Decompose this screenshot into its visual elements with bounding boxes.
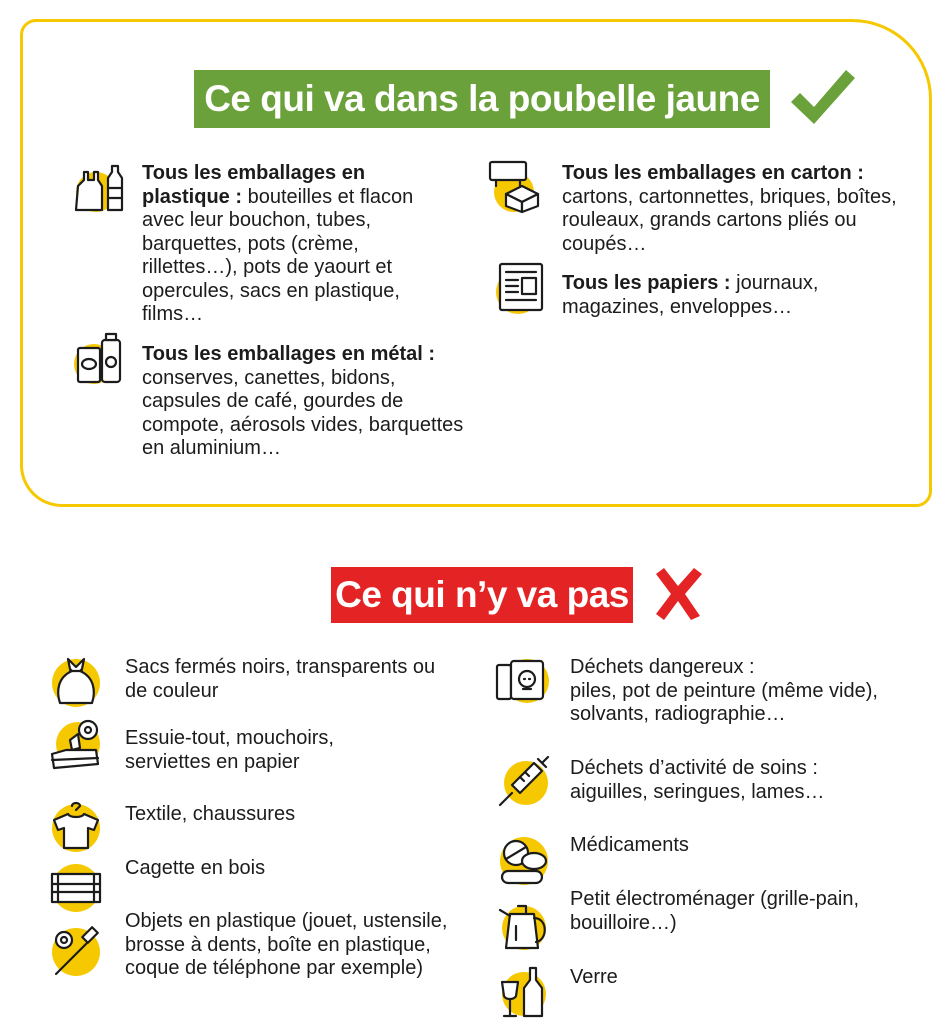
checkmark-icon <box>788 66 858 128</box>
refused-item-text: Médicaments <box>570 834 689 856</box>
refused-item-text: Textile, chaussures <box>125 803 296 825</box>
paper-towel-icon <box>50 720 102 772</box>
trash-bag-icon <box>50 655 102 707</box>
metal-can-aerosol-icon <box>72 332 124 384</box>
refused-item-text: Déchets dangereux : piles, pot de peinture (même vide), solvants, radiographie… <box>570 656 878 725</box>
plastic-bag-bottle-icon <box>72 162 124 214</box>
newspaper-icon <box>492 262 544 314</box>
wooden-crate-icon <box>50 862 102 914</box>
kettle-icon <box>498 900 550 952</box>
accepted-item-label: Tous les papiers : <box>562 272 731 294</box>
cardboard-box-icon <box>488 160 540 212</box>
refused-item-text: Sacs fermés noirs, transparents ou de couleur <box>125 656 436 702</box>
accepted-item-label: Tous les emballages en métal : <box>142 343 436 365</box>
refused-item-text: Objets en plastique (jouet, ustensile, brosse à dents, boîte en plastique, coque de téléphone par exemple) <box>125 910 448 979</box>
refused-title: Ce qui n’y va pas <box>331 567 633 623</box>
accepted-item-desc: bouteilles et flacon avec leur bouchon, tubes, barquettes, pots (crème, rillettes…), pots de yaourt et opercules, sacs en plastique, films… <box>142 185 414 325</box>
pills-icon <box>498 835 550 887</box>
refused-item-text: Essuie-tout, mouchoirs, serviettes en papier <box>125 727 334 773</box>
accepted-title: Ce qui va dans la poubelle jaune <box>194 70 770 128</box>
refused-item-text: Cagette en bois <box>125 857 266 879</box>
accepted-item-desc: cartons, cartonnettes, briques, boîtes, rouleaux, grands cartons pliés ou coupés… <box>562 185 897 255</box>
accepted-item-label: Tous les emballages en plastique : <box>142 162 366 208</box>
glass-bottle-icon <box>498 966 550 1018</box>
accepted-item-desc: conserves, canettes, bidons, capsules de café, gourdes de compote, aérosols vides, barquettes en aluminium… <box>142 366 464 459</box>
syringe-icon <box>498 755 550 807</box>
refused-item-text: Déchets d’activité de soins : aiguilles, seringues, lames… <box>570 757 825 803</box>
accepted-item-label: Tous les emballages en carton : <box>562 162 864 184</box>
tshirt-hanger-icon <box>50 800 102 852</box>
hazardous-waste-icon <box>495 655 547 707</box>
refused-item-text: Petit électroménager (grille-pain, bouilloire…) <box>570 888 860 934</box>
refused-item-text: Verre <box>570 966 618 988</box>
accepted-item-desc: journaux, magazines, enveloppes… <box>562 272 819 318</box>
cross-icon <box>652 566 704 620</box>
pacifier-toothbrush-icon <box>50 926 102 978</box>
